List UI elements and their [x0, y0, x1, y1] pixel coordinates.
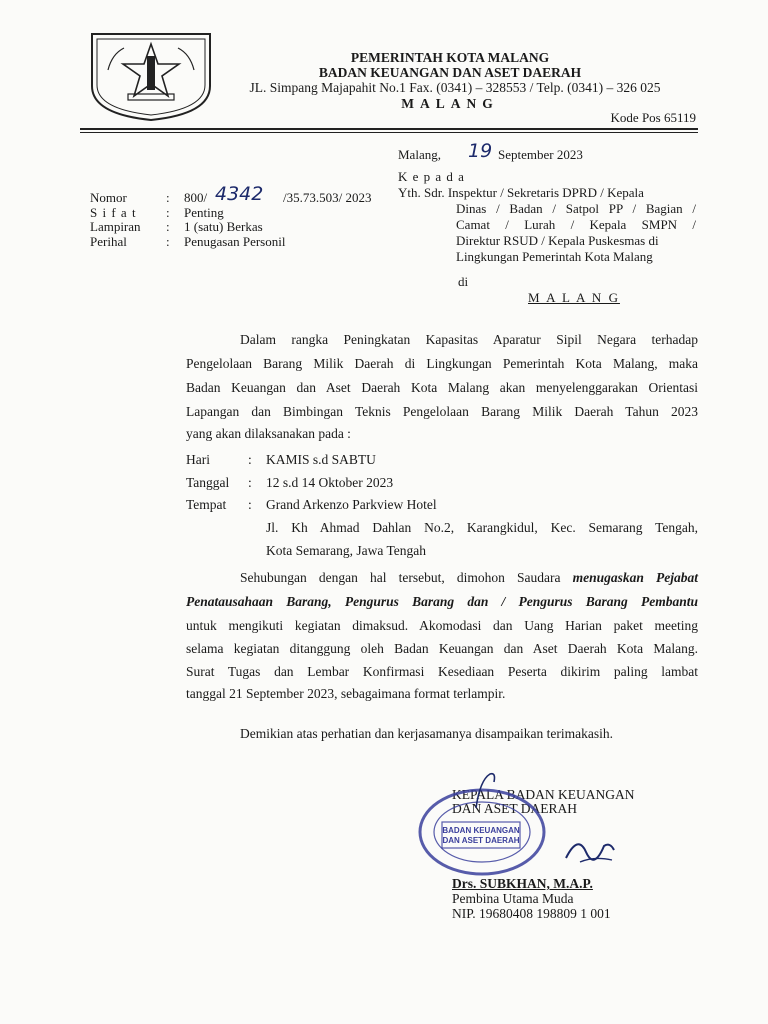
signature-stroke — [470, 770, 500, 810]
signatory-title-2: DAN ASET DAERAH — [452, 801, 578, 816]
closing-text: Demikian atas perhatian dan kerjasamanya disampaikan terimakasih. — [240, 726, 613, 741]
tempat-line-3: Kota Semarang, Jawa Tengah — [266, 543, 427, 558]
letterhead-address: JL. Simpang Majapahit No.1 Fax. (0341) – 328553 / Telp. (0341) – 326 025 — [249, 80, 661, 95]
recipient-line-2: Dinas / Badan / Satpol PP / Bagian / — [456, 201, 696, 216]
paragraph1-line-3: Badan Keuangan dan Aset Daerah Kota Malang akan menyelenggarakan Orientasi — [186, 380, 698, 395]
recipient-di: di — [458, 274, 469, 289]
nomor-handwritten: 4342 — [215, 183, 264, 205]
paragraph2-line-5: Surat Tugas dan Lembar Konfirmasi Kesediaan Peserta dikirim paling lambat — [186, 664, 698, 679]
handwritten-signature — [560, 828, 620, 868]
perihal-colon: : — [166, 234, 170, 249]
postal-code: Kode Pos 65119 — [610, 110, 696, 125]
paragraph2-line-6: tanggal 21 September 2023, sebagaimana format terlampir. — [186, 686, 506, 701]
signatory-title-1: KEPALA BADAN KEUANGAN — [452, 787, 635, 802]
stamp-text-1: BADAN KEUANGAN — [442, 826, 520, 835]
paragraph1-line-1: Dalam rangka Peningkatan Kapasitas Aparatur Sipil Negara terhadap — [240, 332, 698, 347]
paragraph2-line-4: selama kegiatan ditanggung oleh Badan Keuangan dan Aset Daerah Kota Malang. — [186, 641, 698, 656]
paragraph1-line-2: Pengelolaan Barang Milik Daerah di Lingkungan Pemerintah Kota Malang, maka — [186, 356, 698, 371]
perihal-value: Penugasan Personil — [184, 234, 286, 249]
recipient-line-5: Lingkungan Pemerintah Kota Malang — [456, 249, 653, 264]
paragraph2-line-2-emphasis: Penatausahaan Barang, Pengurus Barang dan / Pengurus Barang Pembantu — [186, 594, 698, 609]
sifat-label: S i f a t — [90, 205, 137, 220]
paragraph1-line-5: yang akan dilaksanakan pada : — [186, 426, 351, 441]
hari-colon: : — [248, 452, 252, 467]
signatory-name: Drs. SUBKHAN, M.A.P. — [452, 876, 593, 891]
date-prefix: Malang, — [398, 147, 441, 162]
tanggal-label: Tanggal — [186, 475, 230, 490]
lampiran-colon: : — [166, 219, 170, 234]
nomor-colon: : — [166, 190, 170, 205]
letterhead-agency: BADAN KEUANGAN DAN ASET DAERAH — [318, 65, 582, 80]
recipient-place: M A L A N G — [528, 290, 620, 305]
recipient-kepada: K e p a d a — [398, 169, 465, 184]
recipient-line-4: Direktur RSUD / Kepala Puskesmas di — [456, 233, 659, 248]
paragraph2-line-1-emphasis: menugaskan Pejabat — [572, 570, 699, 585]
nomor-suffix: /35.73.503/ 2023 — [283, 190, 372, 205]
tempat-line-2: Jl. Kh Ahmad Dahlan No.2, Karangkidul, Kec. Semarang Tengah, — [266, 520, 698, 535]
tanggal-value: 12 s.d 14 Oktober 2023 — [266, 475, 394, 490]
sifat-value: Penting — [184, 205, 224, 220]
sifat-colon: : — [166, 205, 170, 220]
city-emblem-logo — [88, 30, 214, 122]
stamp-text-2: DAN ASET DAERAH — [442, 836, 520, 845]
letterhead-city: MALANG — [401, 96, 499, 111]
recipient-line-3: Camat / Lurah / Kepala SMPN / — [456, 217, 696, 232]
tempat-colon: : — [248, 497, 252, 512]
paragraph2-line-1 — [240, 570, 698, 586]
tanggal-colon: : — [248, 475, 252, 490]
paragraph2-line-1-text: Sehubungan dengan hal tersebut, dimohon Saudara — [240, 570, 573, 585]
signatory-nip: NIP. 19680408 198809 1 001 — [452, 906, 611, 921]
letterhead-rule-thin — [80, 132, 698, 133]
recipient-line-1: Yth. Sdr. Inspektur / Sekretaris DPRD / Kepala — [398, 185, 644, 200]
paragraph2-line-3: untuk mengikuti kegiatan dimaksud. Akomodasi dan Uang Harian paket meeting — [186, 618, 698, 633]
tempat-line-1: Grand Arkenzo Parkview Hotel — [266, 497, 437, 512]
paragraph1-line-4: Lapangan dan Bimbingan Teknis Pengelolaan Barang Milik Daerah Tahun 2023 — [186, 404, 698, 419]
letterhead-government: PEMERINTAH KOTA MALANG — [350, 50, 550, 65]
perihal-label: Perihal — [90, 234, 127, 249]
nomor-prefix: 800/ — [184, 190, 208, 205]
date-day-handwritten: 19 — [468, 140, 493, 162]
nomor-label: Nomor — [90, 190, 127, 205]
tempat-label: Tempat — [186, 497, 227, 512]
date-month-year: September 2023 — [498, 147, 583, 162]
lampiran-label: Lampiran — [90, 219, 141, 234]
lampiran-value: 1 (satu) Berkas — [184, 219, 263, 234]
hari-label: Hari — [186, 452, 210, 467]
signatory-rank: Pembina Utama Muda — [452, 891, 574, 906]
hari-value: KAMIS s.d SABTU — [266, 452, 376, 467]
letterhead-rule-thick — [80, 128, 698, 130]
